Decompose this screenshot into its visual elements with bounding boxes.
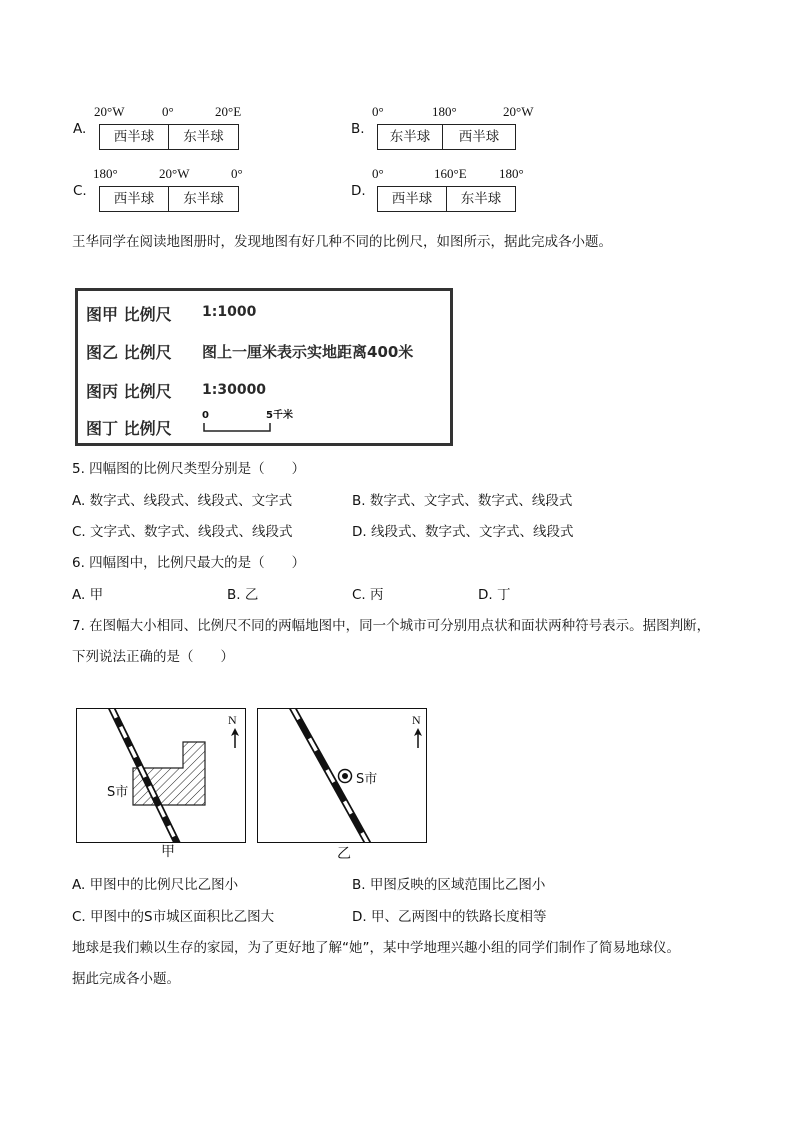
scale-label-bing: 图丙 比例尺	[86, 382, 172, 401]
q6-option-a: A. 甲	[72, 587, 104, 603]
intro2-line1: 地球是我们赖以生存的家园，为了更好地了解“她”，某中学地理兴趣小组的同学们制作了简易地球仪。	[72, 940, 680, 956]
scale-label-yi: 图乙 比例尺	[86, 343, 172, 362]
map-jia-city-label: S市	[107, 785, 129, 800]
q6-option-b: B. 乙	[227, 587, 259, 603]
scale-bar-start: 0	[202, 410, 209, 421]
hemisphere-cell: 东半球	[389, 129, 431, 145]
q5-option-c: C. 文字式、数字式、线段式、线段式	[72, 524, 293, 540]
scale-figure	[75, 288, 453, 446]
q5-option-a: A. 数字式、线段式、线段式、文字式	[72, 493, 293, 509]
scale-value-jia: 1:1000	[202, 304, 257, 320]
intro-paragraph: 王华同学在阅读地图册时，发现地图有好几种不同的比例尺，如图所示，据此完成各小题。	[72, 234, 612, 250]
scale-bar	[202, 422, 274, 434]
north-arrow-icon	[413, 728, 423, 750]
longitude-label: 20°W	[159, 166, 190, 181]
q7-option-c: C. 甲图中的S市城区面积比乙图大	[72, 909, 275, 925]
longitude-label: 160°E	[434, 166, 467, 181]
option-letter: B.	[351, 121, 365, 137]
north-arrow-icon	[230, 728, 240, 750]
hemisphere-cell: 西半球	[391, 191, 433, 207]
scale-value-yi: 图上一厘米表示实地距离400米	[202, 343, 414, 361]
scale-label-ding: 图丁 比例尺	[86, 419, 172, 438]
longitude-label: 180°	[432, 104, 457, 119]
q5-stem: 5. 四幅图的比例尺类型分别是（ ）	[72, 461, 306, 477]
q5-option-b: B. 数字式、文字式、数字式、线段式	[352, 493, 573, 509]
longitude-label: 180°	[499, 166, 524, 181]
hemisphere-cell: 西半球	[442, 125, 515, 149]
map-jia-graphic	[77, 709, 245, 842]
hemisphere-box	[99, 124, 239, 150]
longitude-label: 0°	[372, 166, 384, 181]
q6-option-d: D. 丁	[478, 587, 511, 603]
q7-option-a: A. 甲图中的比例尺比乙图小	[72, 877, 239, 893]
longitude-label: 180°	[93, 166, 118, 181]
hemisphere-cell: 西半球	[113, 129, 155, 145]
longitude-label: 0°	[162, 104, 174, 119]
hemisphere-cell: 东半球	[168, 125, 238, 149]
map-yi-north-label: N	[412, 713, 421, 727]
longitude-label: 0°	[372, 104, 384, 119]
scale-value-bing: 1:30000	[202, 382, 267, 398]
city-point-symbol	[339, 770, 352, 783]
scale-bar-end: 5千米	[266, 410, 293, 421]
map-yi	[257, 708, 427, 843]
option-letter: D.	[351, 183, 366, 199]
q7-option-d: D. 甲、乙两图中的铁路长度相等	[352, 909, 547, 925]
hemisphere-box	[377, 124, 516, 150]
q6-option-c: C. 丙	[352, 587, 384, 603]
longitude-label: 0°	[231, 166, 243, 181]
q7-stem-line2: 下列说法正确的是（ ）	[72, 649, 234, 665]
q7-stem-line1: 7. 在图幅大小相同、比例尺不同的两幅地图中，同一个城市可分别用点状和面状两种符号表示。据图判断，	[72, 618, 711, 634]
longitude-label: 20°W	[503, 104, 534, 119]
intro2-line2: 据此完成各小题。	[72, 971, 180, 987]
option-letter: A.	[73, 121, 87, 137]
hemisphere-cell: 东半球	[168, 187, 238, 211]
longitude-label: 20°W	[94, 104, 125, 119]
map-jia-caption: 甲	[161, 844, 175, 860]
map-yi-city-label: S市	[356, 772, 378, 787]
q7-option-b: B. 甲图反映的区域范围比乙图小	[352, 877, 546, 893]
q5-option-d: D. 线段式、数字式、文字式、线段式	[352, 524, 574, 540]
map-yi-graphic	[258, 709, 426, 842]
map-jia	[76, 708, 246, 843]
map-yi-caption: 乙	[337, 846, 351, 862]
map-jia-north-label: N	[228, 713, 237, 727]
hemisphere-box	[99, 186, 239, 212]
hemisphere-cell: 东半球	[446, 187, 515, 211]
hemisphere-box	[377, 186, 516, 212]
longitude-label: 20°E	[215, 104, 242, 119]
q6-stem: 6. 四幅图中，比例尺最大的是（ ）	[72, 555, 306, 571]
scale-label-jia: 图甲 比例尺	[86, 305, 172, 324]
hemisphere-cell: 西半球	[113, 191, 155, 207]
option-letter: C.	[73, 183, 87, 199]
